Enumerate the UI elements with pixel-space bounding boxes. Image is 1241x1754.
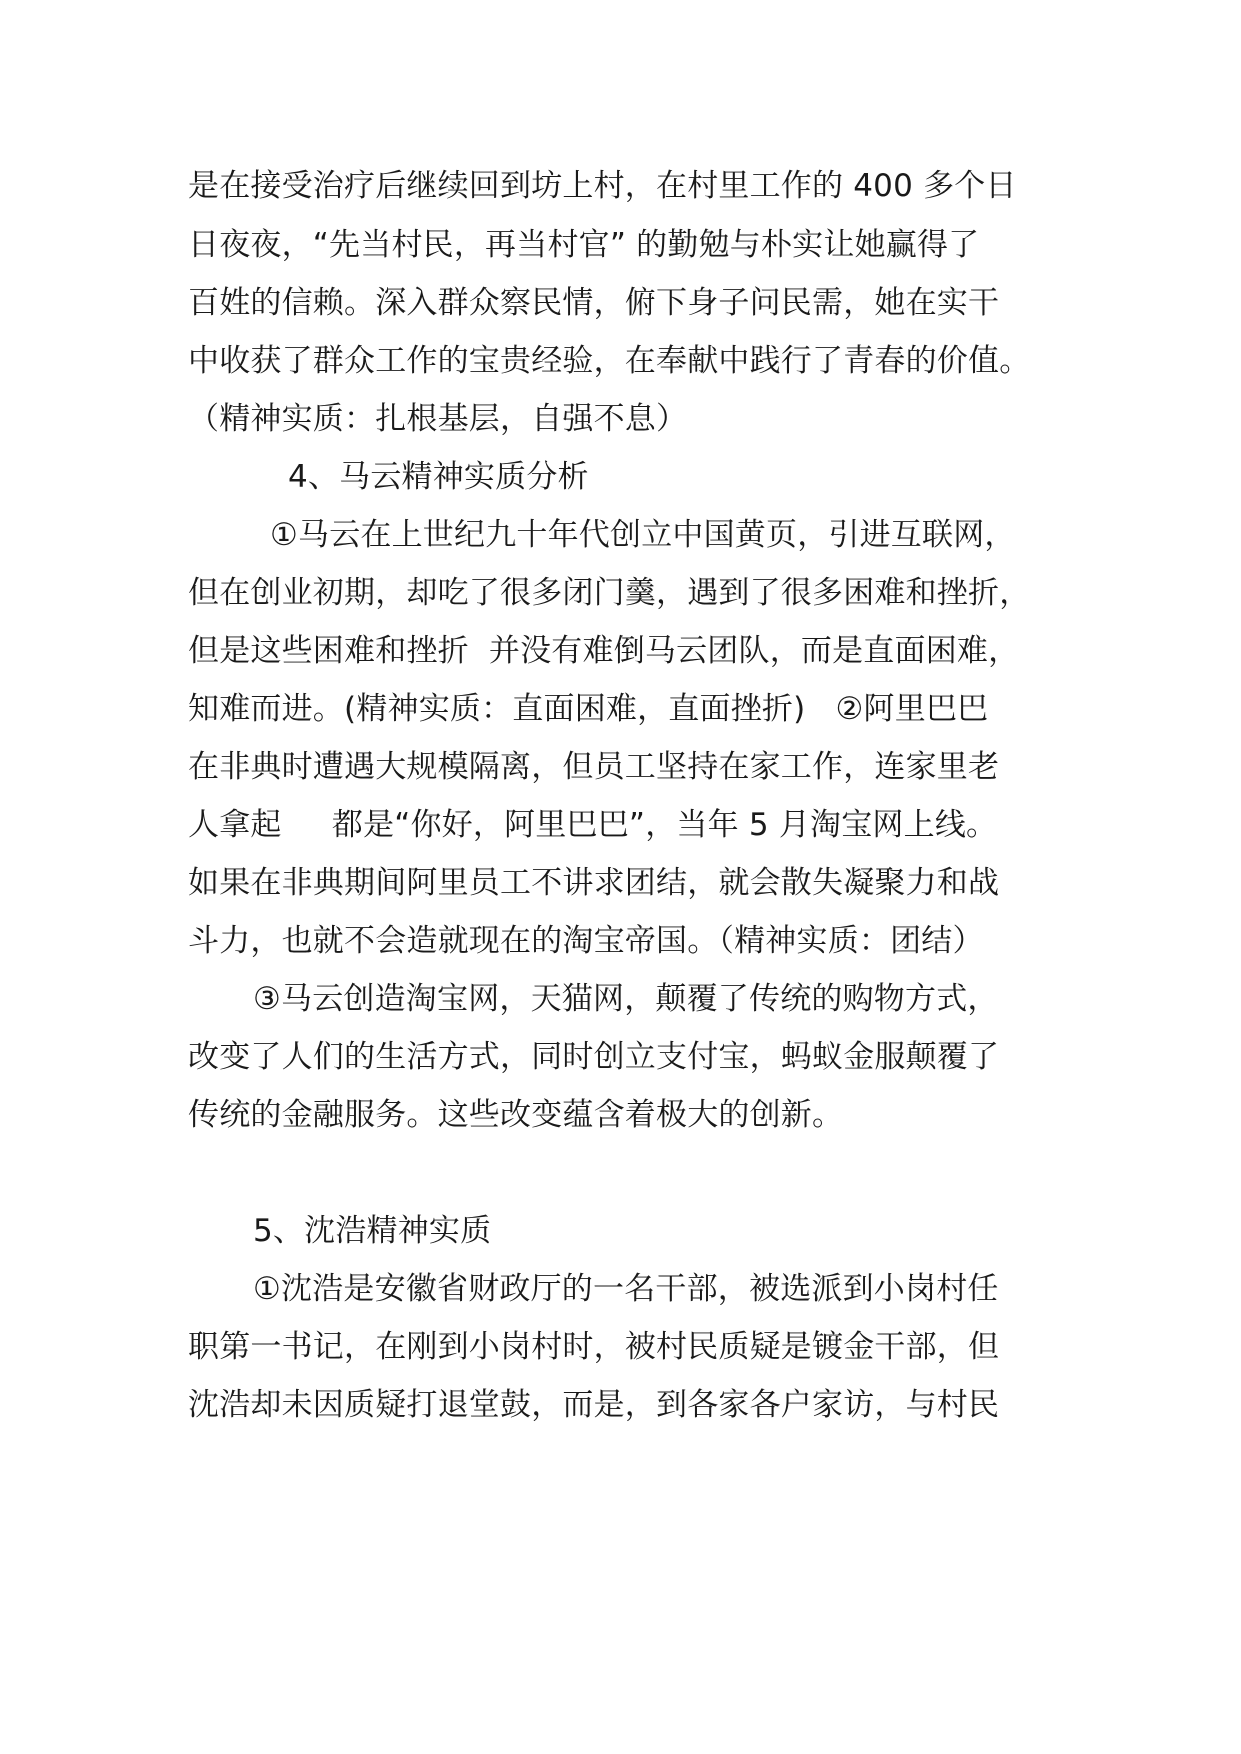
text-line-2: 日夜夜，“先当村民，再当村官” 的勤勉与朴实让她赢得了 xyxy=(188,227,980,263)
text-line-15: ③马云创造淘宝网，天猫网，颠覆了传统的购物方式， xyxy=(253,981,999,1017)
text-line-7: ①马云在上世纪九十年代创立中国黄页，引进互联网， xyxy=(270,517,1016,553)
text-line-12: 人拿起 都是“你好，阿里巴巴”，当年 5 月淘宝网上线。 xyxy=(188,807,998,843)
text-line-16: 改变了人们的生活方式，同时创立支付宝，蚂蚁金服颠覆了 xyxy=(188,1039,1000,1075)
text-line-17: 传统的金融服务。这些改变蕴含着极大的创新。 xyxy=(188,1097,844,1133)
text-line-19: ①沈浩是安徽省财政厅的一名干部，被选派到小岗村任 xyxy=(253,1271,999,1307)
section-heading-4: 4、马云精神实质分析 xyxy=(288,459,589,495)
text-line-11: 在非典时遭遇大规模隔离，但员工坚持在家工作，连家里老 xyxy=(188,749,1000,785)
text-line-4: 中收获了群众工作的宝贵经验，在奉献中践行了青春的价值。 xyxy=(188,343,1031,379)
section-heading-5: 5、沈浩精神实质 xyxy=(253,1213,492,1249)
text-line-1: 是在接受治疗后继续回到坊上村，在村里工作的 400 多个日 xyxy=(188,168,1017,204)
text-line-13: 如果在非典期间阿里员工不讲求团结，就会散失凝聚力和战 xyxy=(188,865,1000,901)
text-line-14: 斗力，也就不会造就现在的淘宝帝国。（精神实质：团结） xyxy=(188,923,984,959)
text-line-3: 百姓的信赖。深入群众察民情，俯下身子问民需，她在实干 xyxy=(188,285,1000,321)
text-line-8: 但在创业初期，却吃了很多闭门羹，遇到了很多困难和挫折， xyxy=(188,575,1031,611)
text-line-20: 职第一书记，在刚到小岗村时，被村民质疑是镀金干部，但 xyxy=(188,1329,1000,1365)
text-line-9: 但是这些困难和挫折 并没有难倒马云团队，而是直面困难， xyxy=(188,633,1020,669)
text-line-10: 知难而进。(精神实质：直面困难，直面挫折) ②阿里巴巴 xyxy=(188,691,989,727)
text-line-5: （精神实质：扎根基层，自强不息） xyxy=(188,401,688,437)
text-line-21: 沈浩却未因质疑打退堂鼓，而是，到各家各户家访，与村民 xyxy=(188,1387,1000,1423)
